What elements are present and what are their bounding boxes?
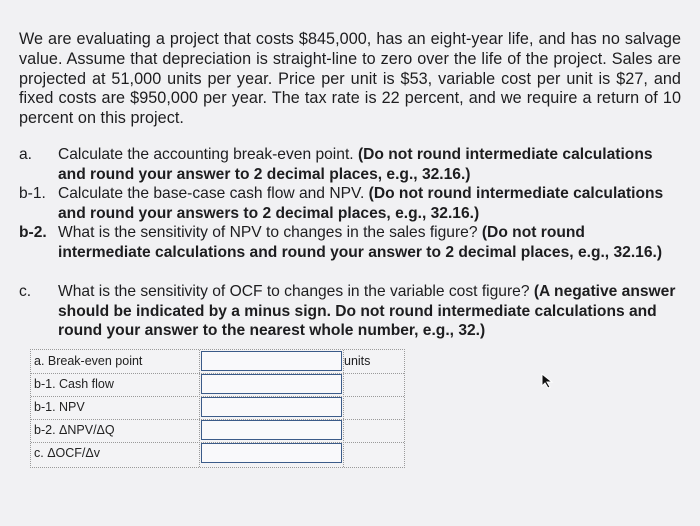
table-row-cash-flow [31, 373, 404, 396]
part-b2-instructions: (Do not round intermediate calculations and round your answer to 2 decimal places, e.g., 32.16.) [58, 224, 663, 261]
part-b2-label: b-2. [19, 224, 47, 241]
row-label: a. Break-even point [34, 354, 143, 368]
part-a-label: a. [19, 146, 33, 163]
npv-input[interactable] [201, 397, 342, 417]
unit-label: units [344, 354, 371, 368]
part-c-instructions: (A negative answer should be indicated by a minus sign. Do not round intermediate calculations and round your answer to the nearest whole number, e.g., 32.) [58, 283, 676, 340]
break-even-input[interactable] [201, 351, 342, 371]
table-row-delta-npv [31, 419, 404, 442]
part-a-text: Calculate the accounting break-even point. [58, 146, 354, 163]
part-b2 [19, 223, 679, 282]
part-b1-text: Calculate the base-case cash flow and NPV. [58, 185, 365, 202]
delta-npv-input[interactable] [201, 420, 342, 440]
part-c-label: c. [19, 283, 32, 300]
part-c-text: What is the sensitivity of OCF to changes in the variable cost figure? [58, 283, 530, 300]
question-parts [19, 145, 679, 341]
answer-table [30, 349, 405, 468]
part-a-instructions: (Do not round intermediate calculations and round your answer to 2 decimal places, e.g., 32.16.) [58, 146, 653, 183]
part-b1-instructions: (Do not round intermediate calculations and round your answers to 2 decimal places, e.g., 32.16.) [58, 185, 664, 222]
part-a [19, 145, 679, 184]
row-label: c. ΔOCF/Δv [34, 446, 101, 460]
problem-statement: We are evaluating a project that costs $845,000, has an eight-year life, and has no salvage value. Assume that depreciation is straight-line to zero over the life of the project. Sales are projected at 51,000 units per year. Price per unit is $53, variable cost per unit is $27, and fixed costs are $950,000 per year. The tax rate is 22 percent, and we require a return of 10 percent on this project. [19, 30, 681, 128]
table-row-delta-ocf [31, 442, 404, 465]
part-c [19, 282, 679, 341]
delta-ocf-input[interactable] [201, 443, 342, 463]
part-b1 [19, 184, 679, 223]
row-label: b-1. Cash flow [34, 377, 114, 391]
cash-flow-input[interactable] [201, 374, 342, 394]
row-label: b-2. ΔNPV/ΔQ [34, 423, 115, 437]
table-row-npv [31, 396, 404, 419]
part-b1-label: b-1. [19, 185, 46, 202]
mouse-pointer-icon [541, 373, 555, 389]
part-b2-text: What is the sensitivity of NPV to changes in the sales figure? [58, 224, 478, 241]
table-row-break-even [31, 350, 404, 373]
row-label: b-1. NPV [34, 400, 85, 414]
